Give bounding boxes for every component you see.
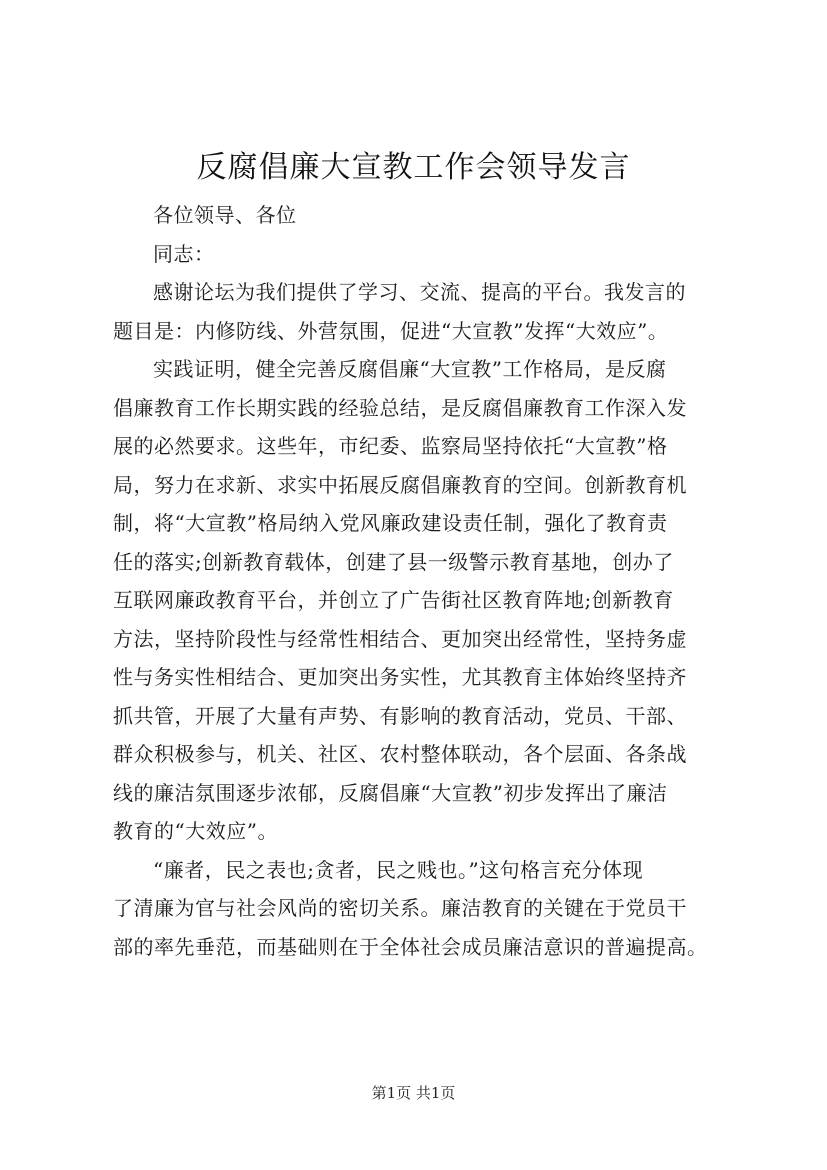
paragraph-line: 局，努力在求新、求实中拓展反腐倡廉教育的空间。创新教育机 — [113, 472, 687, 497]
paragraph-line: 教育的“大效应”。 — [113, 819, 278, 843]
paragraph-line: 部的率先垂范，而基础则在于全体社会成员廉洁意识的普遍提高。 — [113, 934, 708, 959]
paragraph-line: 了清廉为官与社会风尚的密切关系。廉洁教育的关键在于党员干 — [113, 896, 687, 920]
paragraph-line: 展的必然要求。这些年，市纪委、监察局坚持依托“大宣教”格 — [113, 434, 668, 458]
salutation-line: 各位领导、各位 — [153, 203, 297, 227]
paragraph-line: 方法，坚持阶段性与经常性相结合、更加突出经常性，坚持务虚 — [113, 626, 687, 651]
page-number-footer: 第1页 共1页 — [371, 1084, 456, 1102]
paragraph-line: 线的廉洁氛围逐步浓郁，反腐倡廉“大宣教”初步发挥出了廉洁 — [113, 780, 668, 805]
paragraph-line: 制，将“大宣教”格局纳入党风廉政建设责任制，强化了教育责 — [113, 511, 668, 535]
paragraph-line: 倡廉教育工作长期实践的经验总结，是反腐倡廉教育工作深入发 — [113, 395, 687, 420]
paragraph-line: 互联网廉政教育平台，并创立了广告街社区教育阵地;创新教育 — [113, 588, 674, 612]
paragraph-line: 任的落实;创新教育载体，创建了县一级警示教育基地，创办了 — [113, 549, 674, 574]
salutation-line: 同志： — [153, 241, 215, 266]
paragraph-line: 实践证明，健全完善反腐倡廉“大宣教”工作格局，是反腐 — [153, 357, 667, 381]
document-body — [113, 196, 733, 966]
paragraph-line: 性与务实性相结合、更加突出务实性，尤其教育主体始终坚持齐 — [113, 665, 687, 689]
document-title: 反腐倡廉大宣教工作会领导发言 — [196, 150, 631, 185]
paragraph-line: “廉者，民之表也;贪者，民之贱也。”这句格言充分体现 — [153, 857, 644, 882]
paragraph-line: 抓共管，开展了大量有声势、有影响的教育活动，党员、干部、 — [113, 703, 687, 728]
paragraph-line: 题目是：内修防线、外营氛围，促进“大宣教”发挥“大效应”。 — [113, 318, 669, 343]
paragraph-line: 群众积极参与，机关、社区、农村整体联动，各个层面、各条战 — [113, 742, 687, 766]
paragraph-line: 感谢论坛为我们提供了学习、交流、提高的平台。我发言的 — [153, 280, 686, 304]
